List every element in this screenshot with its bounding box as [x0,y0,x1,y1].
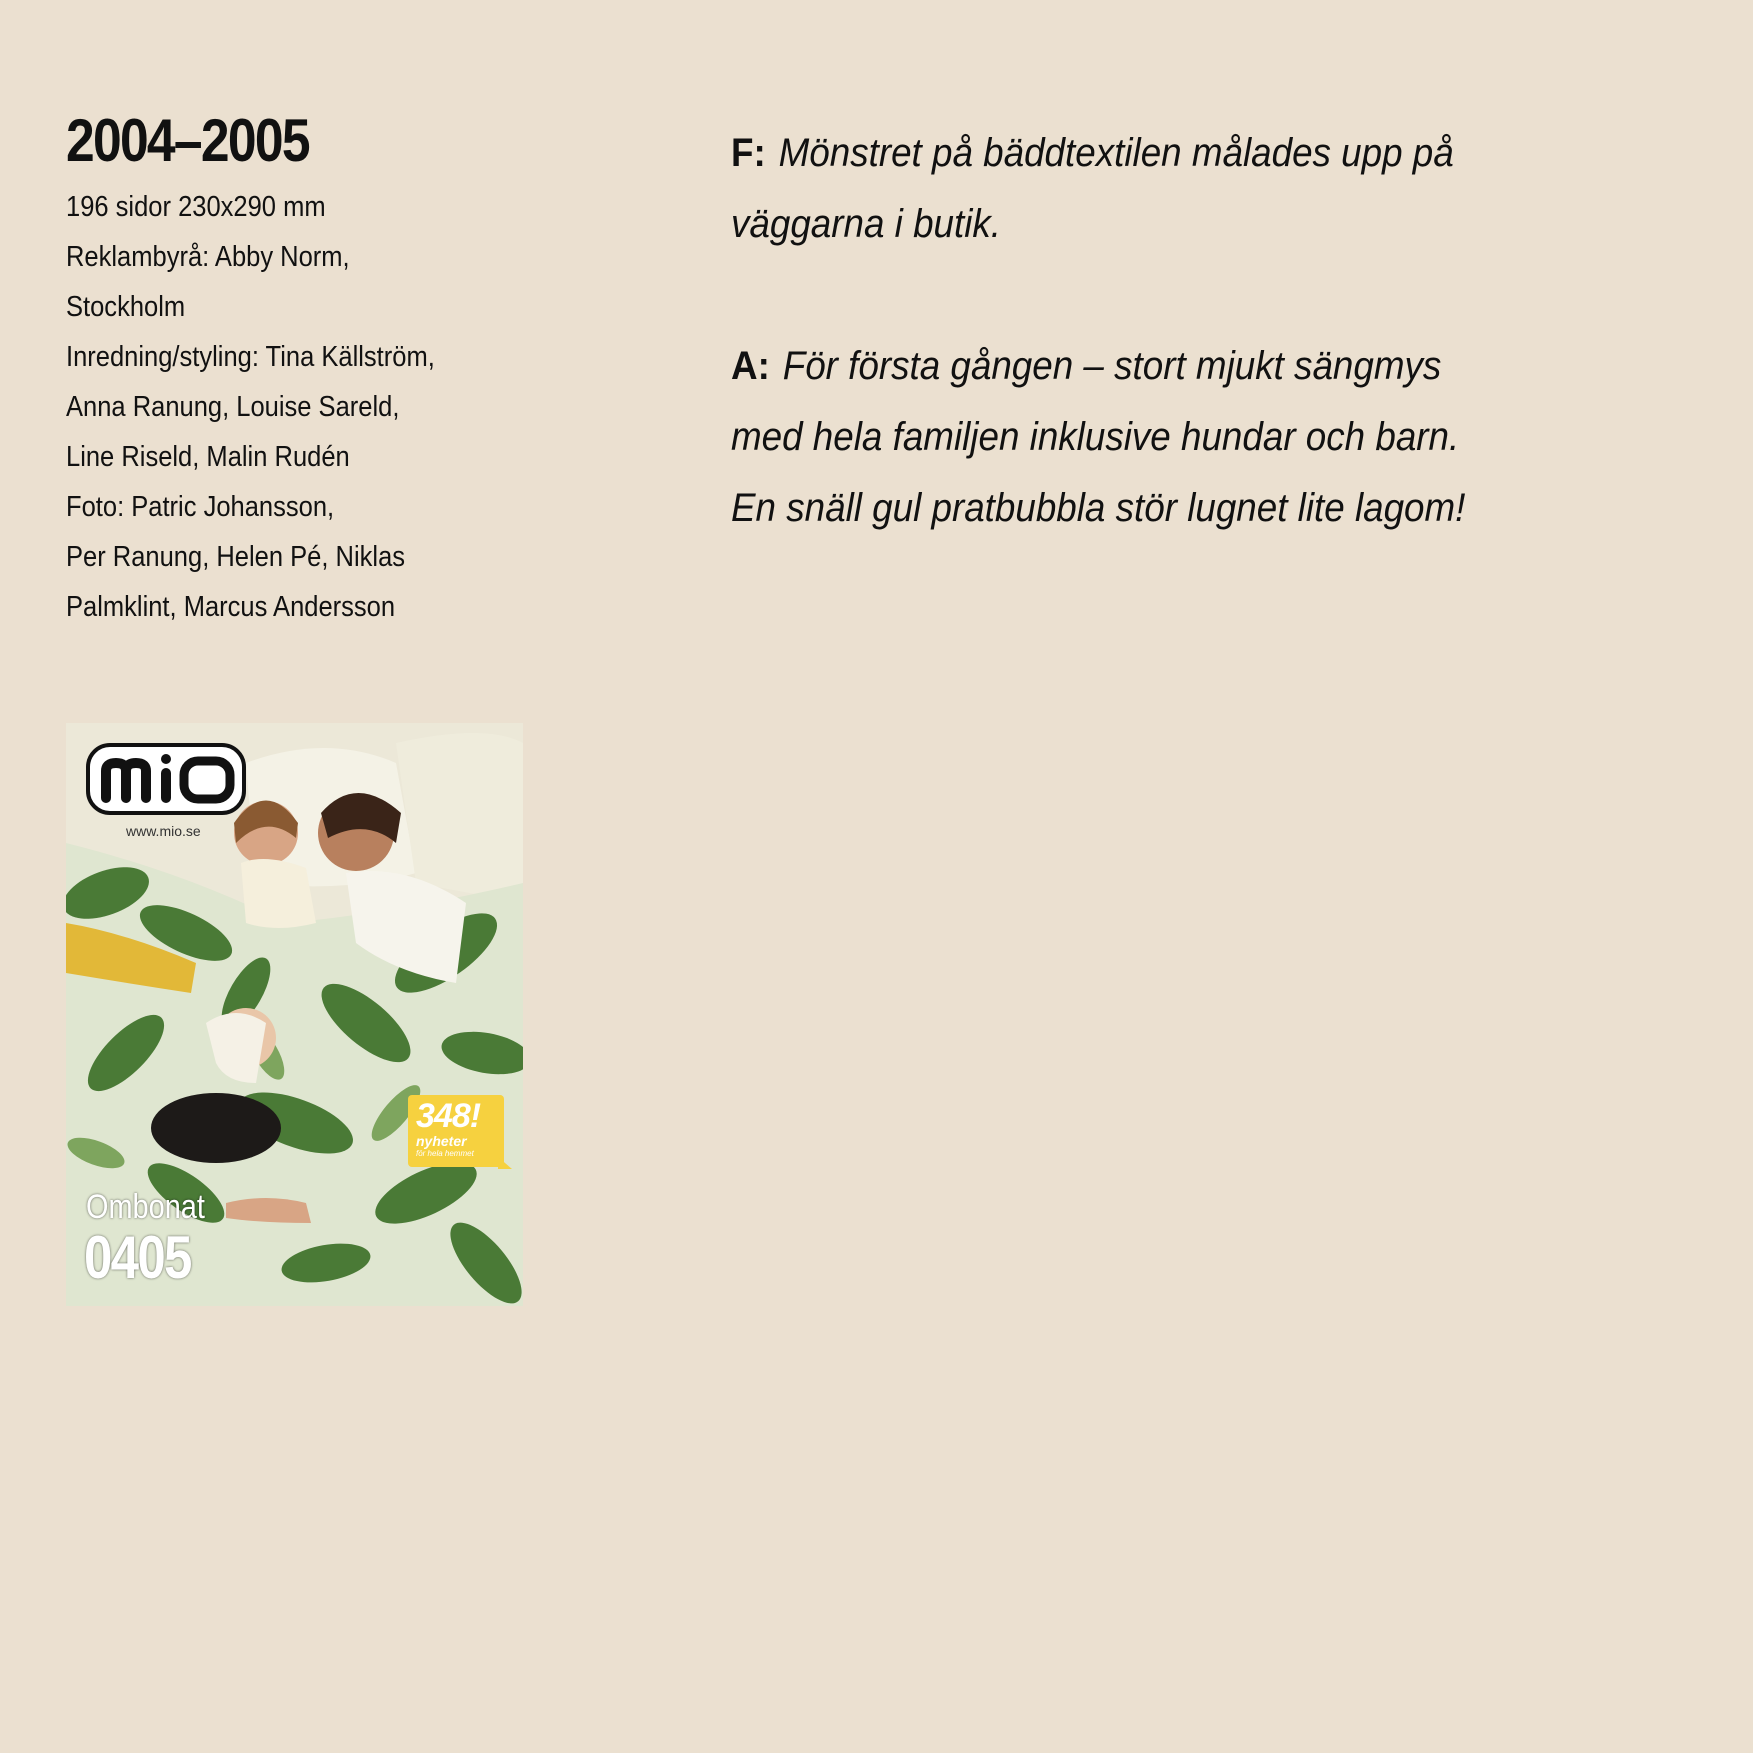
speech-bubble-badge [408,1095,504,1167]
badge-number: 348! [416,1097,481,1135]
credit-line: Reklambyrå: Abby Norm, [66,241,350,273]
credit-line: Stockholm [66,291,186,323]
credit-line: Per Ranung, Helen Pé, Niklas [66,541,406,573]
badge-subtext: för hela hemmet [416,1149,474,1158]
credit-line: Foto: Patric Johansson, [66,491,335,523]
qa-line: Mönstret på bäddtextilen målades upp på [778,131,1454,175]
credit-line: Palmklint, Marcus Andersson [66,591,396,623]
answer-a [731,331,1614,544]
mio-logo [86,743,246,815]
credit-line: Anna Ranung, Louise Sareld, [66,391,400,423]
qa-section [731,118,1691,544]
question-f [731,118,1614,260]
qa-line: med hela familjen inklusive hundar och barn. [731,415,1460,459]
qa-key-f: F: [731,131,766,175]
credit-line: 196 sidor 230x290 mm [66,191,326,223]
cover-url: www.mio.se [126,823,201,839]
badge-text: nyheter [416,1133,467,1149]
page-title: 2004–2005 [66,107,309,174]
catalog-cover-image [66,723,523,1306]
qa-line: För första gången – stort mjukt sängmys [782,344,1442,388]
credit-line: Inredning/styling: Tina Källström, [66,341,435,373]
qa-line: väggarna i butik. [731,202,1002,246]
catalog-info [66,108,586,632]
credit-line: Line Riseld, Malin Rudén [66,441,350,473]
cover-catalog-name: Ombonat [86,1188,205,1226]
cover-issue-number: 0405 [84,1224,191,1291]
credits-list [66,182,524,632]
qa-line: En snäll gul pratbubbla stör lugnet lite lagom! [731,486,1466,530]
qa-key-a: A: [731,344,770,388]
